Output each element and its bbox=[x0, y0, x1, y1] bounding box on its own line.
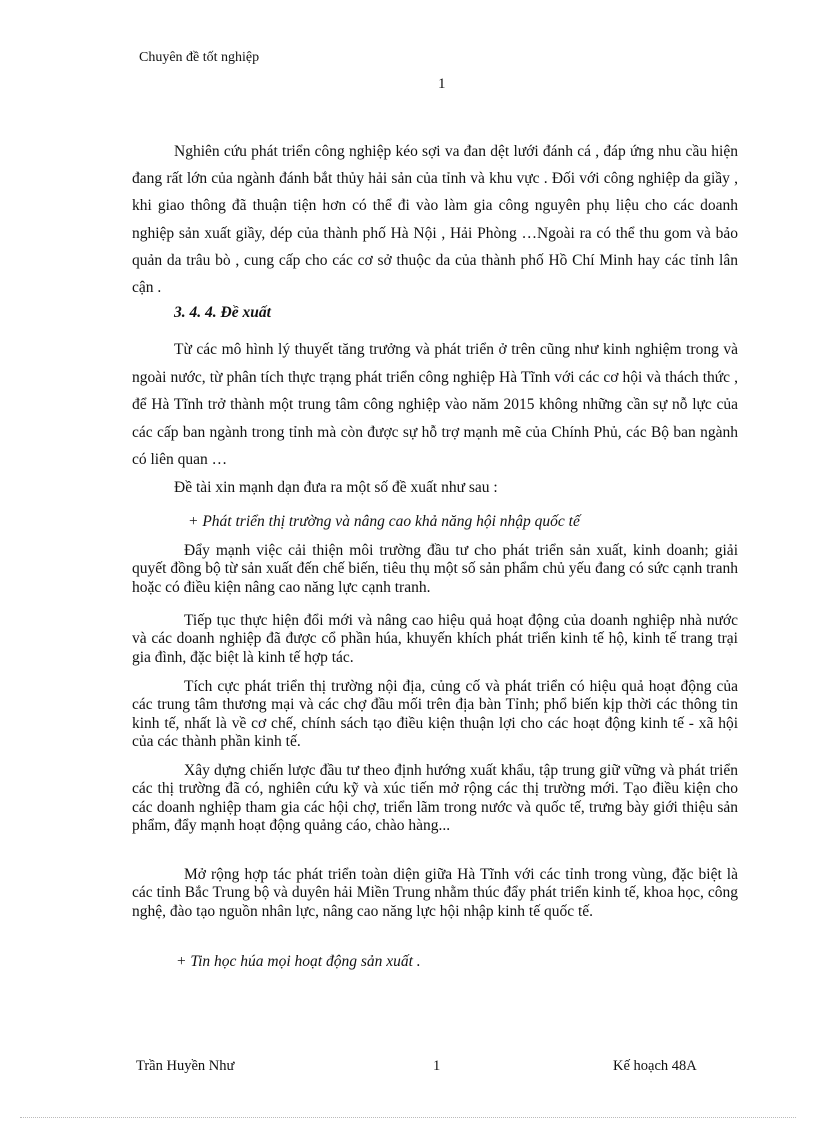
paragraph-2: Từ các mô hình lý thuyết tăng trưởng và phát triển ở trên cũng như kinh nghiệm trong và ngoài nước, từ phân tích thực trạng phát triển công nghiệp Hà Tĩnh với các cơ hội và thách thức , để Hà Tĩnh trở thành một trung tâm công nghiệp vào năm 2015 không những cần sự nỗ lực của các cấp ban ngành trong tỉnh mà còn được sự hỗ trợ mạnh mẽ của Chính Phủ, các Bộ ban ngành có liên quan … bbox=[132, 341, 738, 468]
paragraph-3: Đề tài xin mạnh dạn đưa ra một số đề xuất như sau : bbox=[174, 479, 498, 496]
header-page-number: 1 bbox=[438, 76, 446, 92]
paragraph-1: Nghiên cứu phát triển công nghiệp kéo sợi va đan dệt lưới đánh cá , đáp ứng nhu cầu hiện đang rất lớn của ngành đánh bắt thủy hải sản của tỉnh và khu vực . Đối với công nghiệp da giầy , khi giao thông đã thuận tiện hơn có thể đi vào làm gia công nguyên phụ liệu cho các doanh nghiệp sản xuất giầy, dép của thành phố Hà Nội , Hải Phòng …Ngoài ra có thể thu gom và bảo quản da trâu bò , cung cấp cho các cơ sở thuộc da của thành phố Hồ Chí Minh hay các tỉnh lân cận . bbox=[132, 143, 738, 297]
footer-page-number: 1 bbox=[433, 1058, 441, 1074]
paragraph-6: Tích cực phát triển thị trường nội địa, củng cố và phát triển có hiệu quả hoạt động của các trung tâm thương mại và các chợ đầu mối trên địa bàn Tỉnh; phổ biến kịp thời các thông tin kinh tế, nhất là về cơ chế, chính sách tạo điều kiện thuận lợi cho các hoạt động kinh tế - xã hội của các thành phần kinh tế. bbox=[132, 678, 738, 751]
subheading-2: + Tin học húa mọi hoạt động sản xuất . bbox=[176, 953, 421, 970]
footer-author: Trần Huyền Như bbox=[136, 1058, 235, 1074]
page-bottom-divider bbox=[20, 1117, 796, 1118]
paragraph-4: Đẩy mạnh việc cải thiện môi trường đầu tư cho phát triển sản xuất, kinh doanh; giải quyết đồng bộ từ sản xuất đến chế biến, tiêu thụ một số sản phẩm chủ yếu đang có sức cạnh tranh hoặc có điều kiện nâng cao năng lực cạnh tranh. bbox=[132, 542, 738, 596]
paragraph-7: Xây dựng chiến lược đầu tư theo định hướng xuất khẩu, tập trung giữ vững và phát triển các thị trường đã có, nghiên cứu kỹ và xúc tiến mở rộng các thị trường mới. Tạo điều kiện cho các doanh nghiệp tham gia các hội chợ, triển lãm trong nước và quốc tế, trưng bày giới thiệu sản phẩm, đẩy mạnh hoạt động quảng cáo, chào hàng... bbox=[132, 762, 738, 835]
paragraph-8: Mở rộng hợp tác phát triển toàn diện giữa Hà Tĩnh với các tỉnh trong vùng, đặc biệt là các tỉnh Bắc Trung bộ và duyên hải Miền Trung nhằm thúc đẩy phát triển kinh tế, khoa học, công nghệ, đào tạo nguồn nhân lực, nâng cao năng lực hội nhập kinh tế quốc tế. bbox=[132, 866, 738, 920]
section-heading: 3. 4. 4. Đề xuất bbox=[174, 304, 271, 321]
subheading-1: + Phát triển thị trường và nâng cao khả năng hội nhập quốc tế bbox=[188, 513, 580, 530]
footer-class: Kế hoạch 48A bbox=[613, 1058, 697, 1074]
header-title: Chuyên đề tốt nghiệp bbox=[139, 50, 260, 65]
paragraph-5: Tiếp tục thực hiện đổi mới và nâng cao hiệu quả hoạt động của doanh nghiệp nhà nước và các doanh nghiệp đã được cổ phần húa, khuyến khích phát triển kinh tế hộ, kinh tế trang trại gia đình, đặc biệt là kinh tế hợp tác. bbox=[132, 612, 738, 666]
